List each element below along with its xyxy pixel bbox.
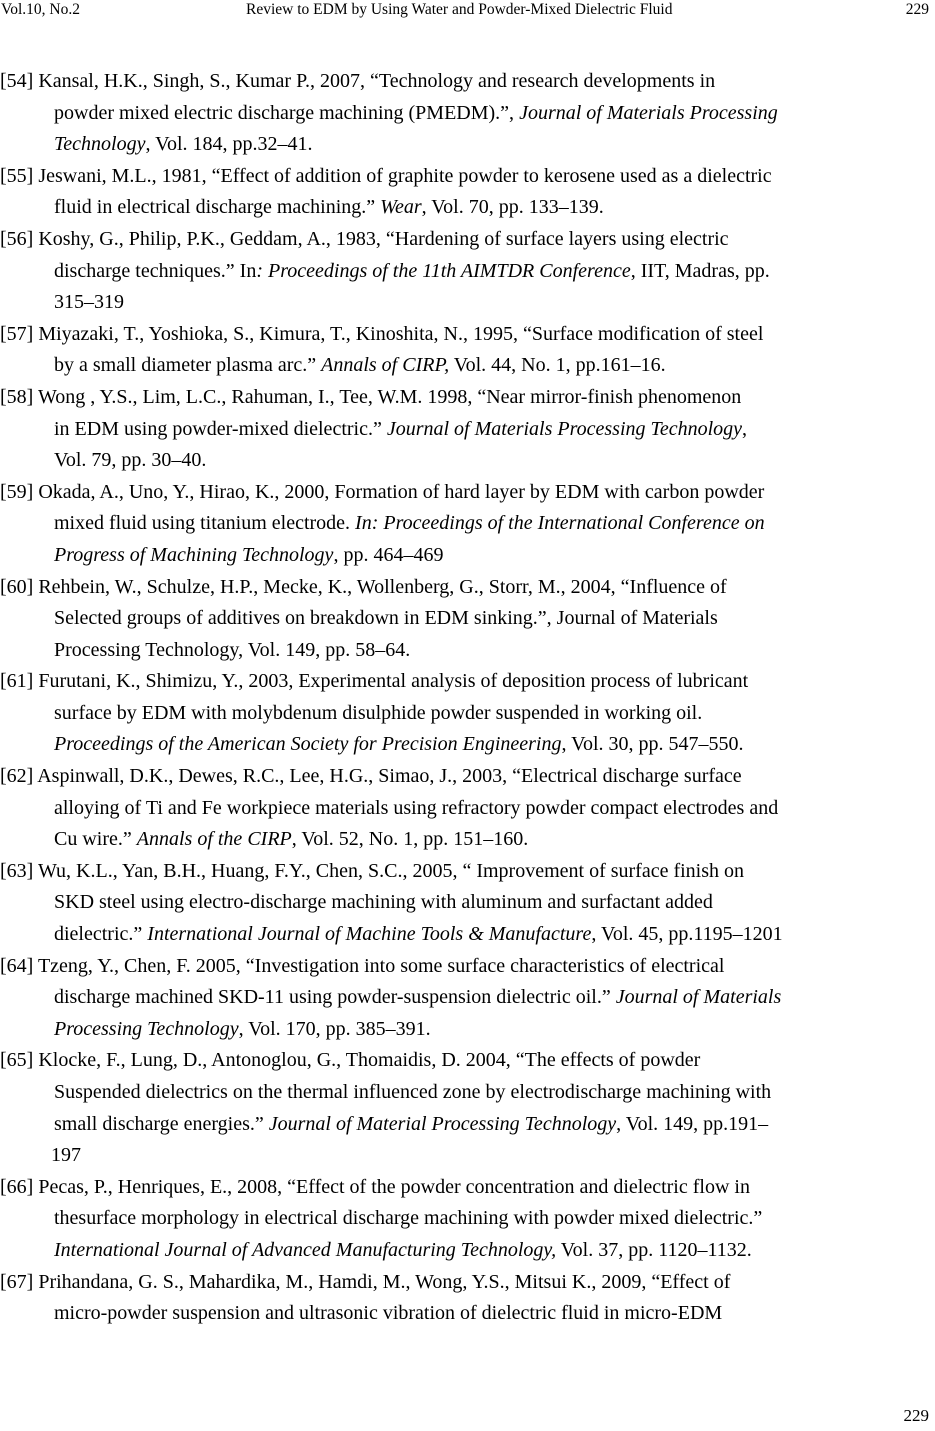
reference-entry (0, 224, 935, 319)
reference-text: mixed fluid using titanium electrode. (54, 512, 356, 535)
reference-text: 197 (51, 1144, 81, 1167)
reference-entry (0, 1045, 935, 1171)
reference-entry (0, 161, 935, 224)
reference-entry (0, 666, 935, 761)
reference-entry (0, 761, 935, 856)
reference-entry (0, 66, 935, 161)
reference-continuation-line (0, 635, 935, 667)
reference-text: , Vol. 170, pp. 385–391. (238, 1017, 431, 1040)
reference-continuation-line (0, 540, 935, 572)
reference-entry (0, 1172, 935, 1267)
reference-first-line (0, 161, 935, 193)
reference-text: by a small diameter plasma arc.” (54, 354, 322, 377)
reference-text: [59] Okada, A., Uno, Y., Hirao, K., 2000, Formation of hard layer by EDM with carbon powder (0, 480, 765, 503)
reference-text: [65] Klocke, F., Lung, D., Antonoglou, G., Thomaidis, D. 2004, “The effects of powder (0, 1049, 701, 1072)
reference-entry (0, 382, 935, 477)
reference-entry (0, 1267, 935, 1330)
reference-first-line (0, 856, 935, 888)
reference-first-line (0, 666, 935, 698)
reference-continuation-line (0, 129, 935, 161)
reference-continuation-line (0, 982, 935, 1014)
reference-text: , Vol. 52, No. 1, pp. 151–160. (291, 828, 529, 851)
reference-continuation-line (0, 603, 935, 635)
reference-text: Suspended dielectrics on the thermal influenced zone by electrodischarge machining with (54, 1081, 772, 1103)
reference-italic-text: International Journal of Machine Tools & Manufacture (147, 923, 592, 946)
reference-italic-text: Journal of Material Processing Technology (268, 1112, 617, 1135)
reference-italic-text: Wear (380, 196, 422, 219)
reference-text: [56] Koshy, G., Philip, P.K., Geddam, A., 1983, “Hardening of surface layers using electric (0, 227, 729, 250)
reference-text: in EDM using powder-mixed dielectric.” (54, 417, 387, 440)
reference-continuation-line (0, 793, 935, 825)
reference-continuation-line (0, 1109, 935, 1141)
reference-continuation-line (0, 824, 935, 856)
header-page-number: 229 (905, 1, 929, 18)
reference-text: [55] Jeswani, M.L., 1981, “Effect of addition of graphite powder to kerosene used as a dielectric (0, 164, 772, 187)
reference-first-line (0, 224, 935, 256)
reference-entry (0, 477, 935, 572)
reference-italic-text: International Journal of Advanced Manufacturing Technology, (54, 1238, 557, 1261)
reference-first-line (0, 66, 935, 98)
reference-italic-text: Technology (54, 133, 146, 156)
reference-italic-text: Journal of Materials Processing Technology (386, 417, 742, 440)
reference-text: , (742, 417, 747, 440)
reference-continuation-line (0, 256, 935, 288)
reference-text: , pp. 464–469 (333, 543, 444, 566)
reference-first-line (0, 761, 935, 793)
reference-continuation-line (0, 1014, 935, 1046)
reference-first-line (0, 572, 935, 604)
reference-text: , Vol. 45, pp.1195–1201 (591, 923, 783, 946)
reference-text: , Vol. 30, pp. 547–550. (561, 733, 744, 756)
reference-continuation-line (0, 1203, 935, 1235)
reference-text: Vol. 37, pp. 1120–1132. (556, 1238, 752, 1261)
reference-text: Vol. 44, No. 1, pp.161–16. (449, 354, 666, 377)
reference-continuation-line (0, 287, 935, 319)
reference-continuation-line (0, 98, 935, 130)
reference-text: Cu wire.” (54, 828, 137, 851)
reference-text: [58] Wong , Y.S., Lim, L.C., Rahuman, I., Tee, W.M. 1998, “Near mirror-finish phenomenon (0, 385, 742, 408)
reference-continuation-line (0, 445, 935, 477)
reference-text: surface by EDM with molybdenum disulphide powder suspended in working oil. (54, 701, 703, 724)
reference-italic-text: Journal of Materials Processing (519, 101, 778, 124)
reference-text: , Vol. 70, pp. 133–139. (421, 196, 604, 219)
reference-continuation-line (0, 1235, 935, 1267)
journal-volume: Vol.10, No.2 (1, 1, 80, 18)
reference-first-line (0, 1267, 935, 1299)
footer-page-number: 229 (903, 1406, 929, 1425)
reference-first-line (0, 477, 935, 509)
reference-entry (0, 319, 935, 382)
reference-continuation-line (0, 1140, 935, 1172)
reference-text: , IIT, Madras, pp. (630, 259, 770, 282)
running-header (0, 0, 935, 22)
reference-list (0, 66, 935, 1330)
reference-first-line (0, 319, 935, 351)
reference-text: dielectric.” (54, 923, 148, 946)
reference-first-line (0, 1172, 935, 1204)
reference-continuation-line (0, 1298, 935, 1330)
reference-text: thesurface morphology in electrical discharge machining with powder mixed dielectric.” (54, 1207, 763, 1230)
reference-italic-text: In: Proceedings of the International Conference on (355, 512, 765, 535)
reference-continuation-line (0, 887, 935, 919)
reference-entry (0, 856, 935, 951)
reference-text: [63] Wu, K.L., Yan, B.H., Huang, F.Y., Chen, S.C., 2005, “ Improvement of surface finish on (0, 859, 745, 882)
reference-entry (0, 572, 935, 667)
reference-text: [57] Miyazaki, T., Yoshioka, S., Kimura, T., Kinoshita, N., 1995, “Surface modification of steel (0, 322, 764, 345)
reference-text: small discharge energies.” (54, 1112, 269, 1135)
reference-text: Selected groups of additives on breakdown in EDM sinking.”, Journal of Materials (54, 607, 718, 630)
reference-italic-text: Processing Technology (54, 1017, 239, 1040)
reference-text: , Vol. 149, pp.191– (616, 1112, 769, 1135)
reference-text: [61] Furutani, K., Shimizu, Y., 2003, Experimental analysis of deposition process of lubricant (0, 670, 749, 693)
reference-first-line (0, 1045, 935, 1077)
reference-text: [64] Tzeng, Y., Chen, F. 2005, “Investigation into some surface characteristics of electrical (0, 954, 725, 977)
reference-text: discharge machined SKD-11 using powder-suspension dielectric oil.” (54, 986, 616, 1009)
reference-continuation-line (0, 192, 935, 224)
reference-italic-text: Journal of Materials (615, 986, 782, 1009)
reference-continuation-line (0, 919, 935, 951)
reference-text: fluid in electrical discharge machining.” (54, 196, 381, 219)
reference-italic-text: Proceedings of the American Society for Precision Engineering (54, 733, 562, 756)
reference-text: [60] Rehbein, W., Schulze, H.P., Mecke, K., Wollenberg, G., Storr, M., 2004, “Influence of (0, 575, 727, 598)
reference-continuation-line (0, 1077, 935, 1109)
reference-italic-text: Progress of Machining Technology (54, 543, 334, 566)
reference-text: Processing Technology, Vol. 149, pp. 58–64. (54, 638, 411, 661)
reference-text: Vol. 79, pp. 30–40. (54, 449, 207, 472)
reference-italic-text: : Proceedings of the 11th AIMTDR Conference (256, 259, 631, 282)
reference-text: discharge techniques.” In (54, 259, 257, 282)
reference-text: , Vol. 184, pp.32–41. (145, 133, 313, 156)
reference-text: 315–319 (54, 291, 124, 314)
reference-italic-text: Annals of CIRP, (321, 354, 450, 377)
running-title: Review to EDM by Using Water and Powder-Mixed Dielectric Fluid (246, 1, 673, 18)
reference-text: alloying of Ti and Fe workpiece materials using refractory powder compact electrodes and (54, 796, 779, 819)
reference-text: micro-powder suspension and ultrasonic vibration of dielectric fluid in micro-EDM (54, 1302, 723, 1325)
reference-continuation-line (0, 698, 935, 730)
reference-entry (0, 951, 935, 1046)
reference-first-line (0, 382, 935, 414)
reference-text: powder mixed electric discharge machining (PMEDM).”, (54, 101, 520, 124)
reference-continuation-line (0, 350, 935, 382)
reference-italic-text: Annals of the CIRP (136, 828, 292, 851)
reference-text: [62] Aspinwall, D.K., Dewes, R.C., Lee, H.G., Simao, J., 2003, “Electrical discharge surface (0, 765, 742, 788)
reference-first-line (0, 951, 935, 983)
reference-continuation-line (0, 508, 935, 540)
reference-text: [54] Kansal, H.K., Singh, S., Kumar P., 2007, “Technology and research developments in (0, 70, 716, 92)
reference-continuation-line (0, 414, 935, 446)
reference-continuation-line (0, 729, 935, 761)
reference-text: SKD steel using electro-discharge machining with aluminum and surfactant added (54, 891, 713, 914)
reference-text: [66] Pecas, P., Henriques, E., 2008, “Effect of the powder concentration and dielectric flow in (0, 1175, 750, 1198)
reference-text: [67] Prihandana, G. S., Mahardika, M., Hamdi, M., Wong, Y.S., Mitsui K., 2009, “Effect of (0, 1270, 731, 1293)
